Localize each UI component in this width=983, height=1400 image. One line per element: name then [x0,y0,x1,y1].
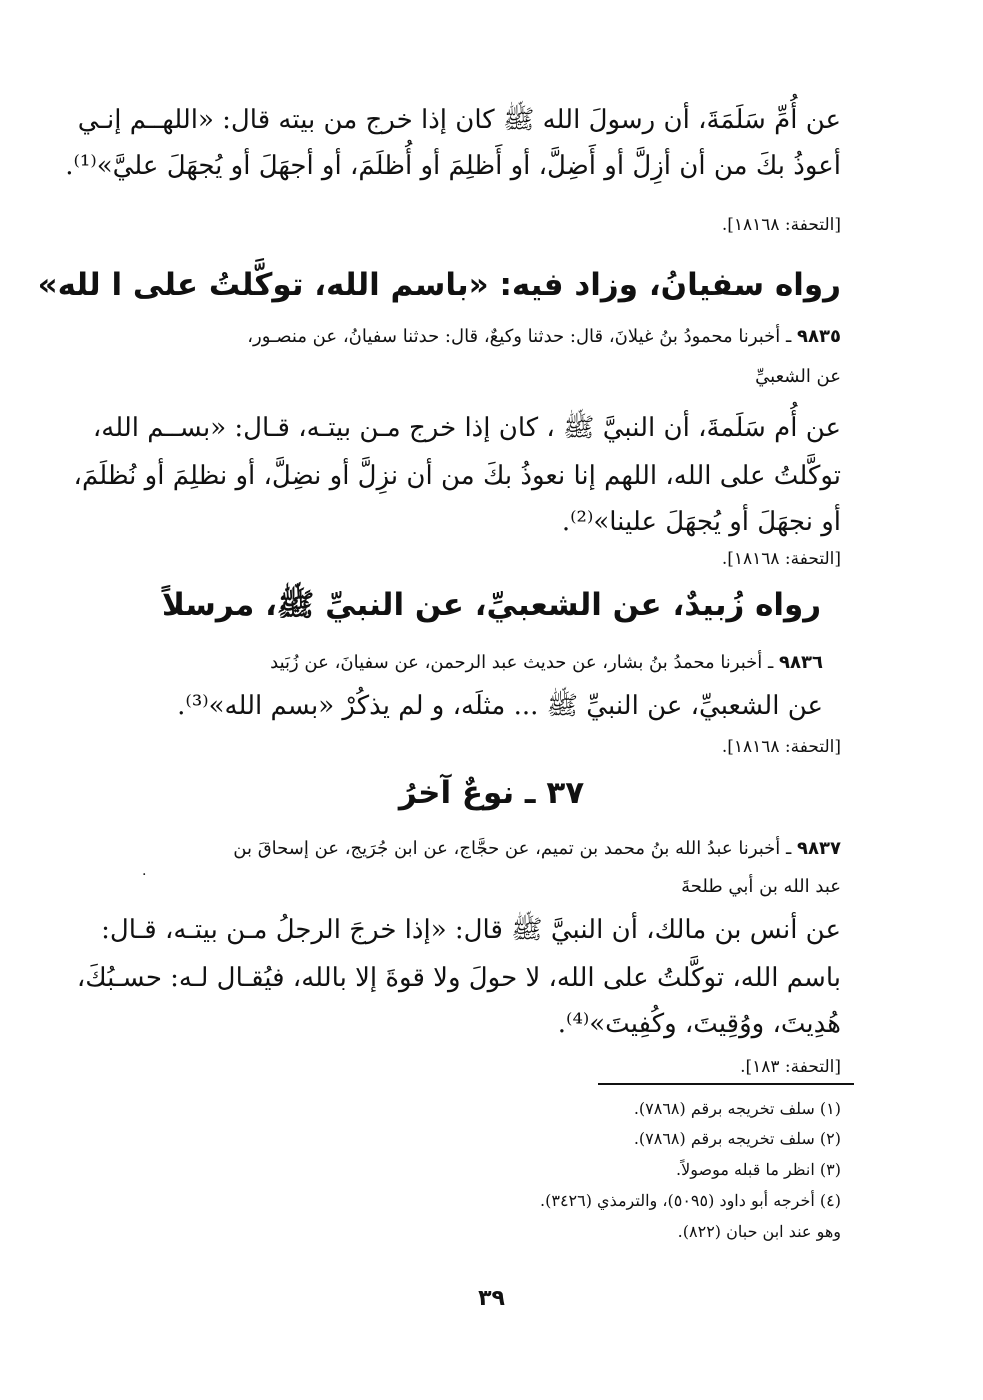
section-heading: ٣٧ ـ نوعٌ آخرُ [398,775,585,811]
text-line: توكَّلتُ على الله، اللهم إنا نعوذُ بكَ من أن نزِلَّ أو نضِلَّ، أو نظلِمَ أو نُظلَمَ، [73,461,841,491]
isnad-line [142,322,841,352]
text-line: أعوذُ بكَ من أن أزِلَّ أو أَضِلَّ، أو أَظلِمَ أو أُظلَمَ، أو أجهَلَ أو يُجهَلَ عليَّ»⁽¹⁾. [65,151,841,181]
chapter-heading: رواه زُبيدٌ، عن الشعبيِّ، عن النبيِّ ﷺ، مرسلاً [161,587,822,623]
text-line: عن أُمِّ سَلَمَةَ، أن رسولَ الله ﷺ كان إذا خرج من بيته قال: «اللهــم إنـي [77,105,841,135]
isnad-line: عبد الله بن أبي طلحةَ [681,876,841,897]
tuhfa-reference: [التحفة: ١٨١٦٨]. [721,549,841,569]
hadith-number: ٩٨٣٥ [797,326,841,347]
chapter-heading: رواه سفيانُ، وزاد فيه: «باسم الله، توكَّلتُ على ا لله» [37,267,841,303]
text-line: عن أُم سَلَمةَ، أن النبيَّ ﷺ ، كان إذا خرج مـن بيتـه، قـال: «بســم الله، [92,413,841,443]
tuhfa-reference: [التحفة: ١٨١٦٨]. [721,215,841,235]
tuhfa-reference: [التحفة: ١٨٣]. [740,1057,841,1077]
isnad-line: عن الشعبيِّ [755,366,841,387]
text-line: هُدِيتَ، ووُقِيتَ، وكُفِيتَ»⁽⁴⁾. [557,1009,841,1039]
margin-mark: . [142,863,147,879]
hadith-number: ٩٨٣٧ [797,838,841,859]
text-line: عن الشعبيِّ، عن النبيِّ ﷺ ... مثلَه، و لم يذكُرْ «بسم الله»⁽³⁾. [177,691,823,721]
isnad-line [142,648,823,678]
text-line: أو نجهَلَ أو يُجهَلَ علينا»⁽²⁾. [561,507,841,537]
footnote: (١) سلف تخريجه برقم (٧٨٦٨). [633,1099,841,1118]
isnad-text: ـ أخبرنا محمودُ بنُ غيلانَ، قال: حدثنا وكيعٌ، قال: حدثنا سفيانُ، عن منصـور، [247,326,792,347]
text-line: باسم الله، توكَّلتُ على الله، لا حولَ ولا قوةَ إلا بالله، فيُقـال لـه: حسـبُكَ، [76,963,841,993]
isnad-line [142,834,841,864]
footnote: (٣) انظر ما قبله موصولاً. [676,1160,841,1179]
footnote-separator [598,1083,854,1085]
footnote: وهو عند ابن حبان (٨٢٢). [677,1222,841,1241]
hadith-number: ٩٨٣٦ [779,652,823,673]
footnote: (٤) أخرجه أبو داود (٥٠٩٥)، والترمذي (٣٤٢٦). [540,1191,841,1210]
tuhfa-reference: [التحفة: ١٨١٦٨]. [721,737,841,757]
text-line: عن أنس بن مالك، أن النبيَّ ﷺ قال: «إذا خرجَ الرجلُ مـن بيتـه، قـال: [101,915,841,945]
page-number: ٣٩ [478,1286,505,1311]
isnad-text: ـ أخبرنا محمدُ بنُ بشار، عن حديث عبد الرحمن، عن سفيانَ، عن زُبَيد [270,652,774,673]
isnad-text: ـ أخبرنا عبدُ الله بنُ محمد بن تميم، عن حجَّاج، عن ابن جُرَيج، عن إسحاقَ بن [233,838,792,859]
footnote: (٢) سلف تخريجه برقم (٧٨٦٨). [633,1129,841,1148]
